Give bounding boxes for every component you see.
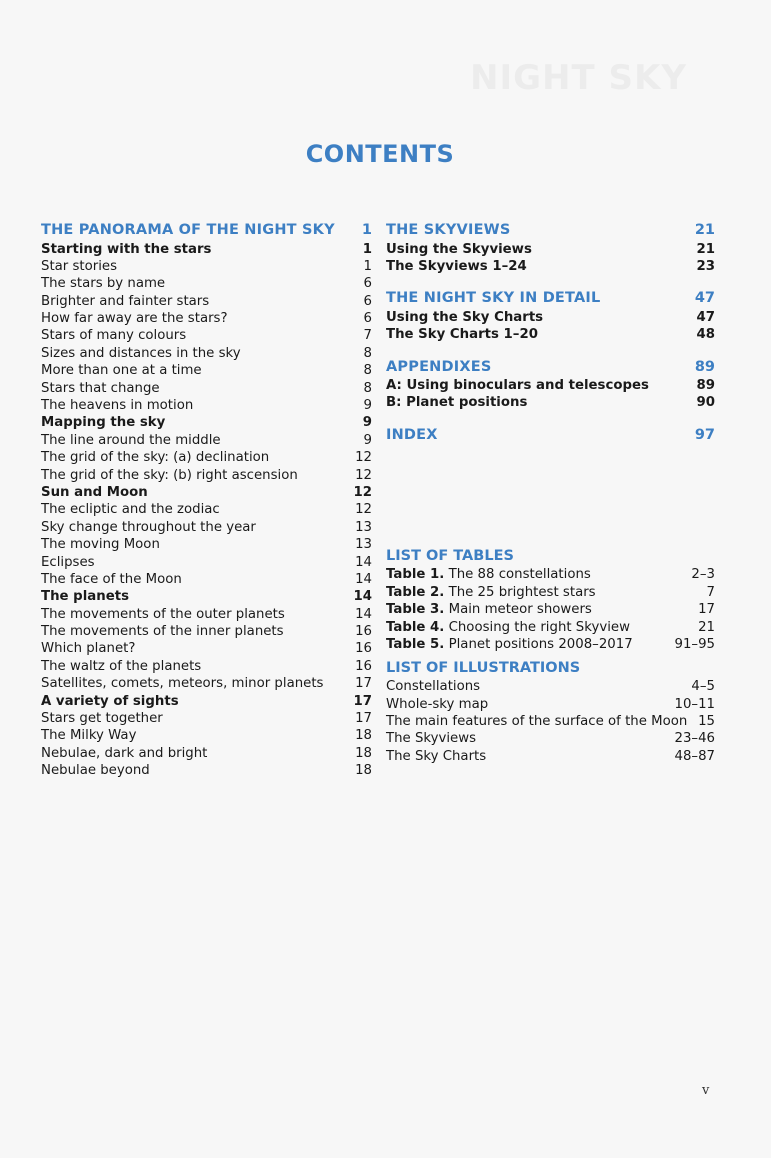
toc-entry-label: The movements of the outer planets xyxy=(41,606,285,622)
toc-entry xyxy=(41,449,372,466)
toc-entry xyxy=(41,710,372,727)
toc-entry-page: 23 xyxy=(696,258,715,274)
toc-entry-label: INDEX xyxy=(386,426,438,443)
toc-entry xyxy=(41,658,372,675)
table-number: Table 5. xyxy=(386,636,445,652)
toc-entry-label: Sun and Moon xyxy=(41,484,148,500)
toc-entry-page: 9 xyxy=(363,398,372,414)
illustration-page: 10–11 xyxy=(674,696,715,712)
toc-entry-page: 21 xyxy=(694,222,715,238)
table-number: Table 3. xyxy=(386,602,445,618)
toc-section-heading xyxy=(386,289,715,309)
section-appendixes xyxy=(386,358,715,412)
illustration-title: The Skyviews xyxy=(386,731,477,747)
illustration-title: Whole-sky map xyxy=(386,696,489,712)
table-page: 2–3 xyxy=(691,567,715,583)
toc-entry-page: 48 xyxy=(696,327,715,343)
list-of-tables xyxy=(386,547,715,653)
table-title: Main meteor showers xyxy=(448,602,592,618)
contents-left-column xyxy=(41,221,372,780)
toc-entry-page: 16 xyxy=(355,641,372,657)
section-index xyxy=(386,426,715,446)
toc-entry-page: 90 xyxy=(696,395,715,411)
toc-entry-label: Stars of many colours xyxy=(41,328,187,344)
toc-entry-label: Star stories xyxy=(41,258,118,274)
toc-entry xyxy=(386,309,715,326)
toc-entry xyxy=(41,762,372,779)
toc-entry xyxy=(41,327,372,344)
toc-entry xyxy=(41,414,372,431)
toc-entry-label: Satellites, comets, meteors, minor planets xyxy=(41,676,324,692)
toc-entry xyxy=(386,326,715,343)
illustration-title: The Sky Charts xyxy=(386,748,487,764)
illustration-title: The main features of the surface of the Moon xyxy=(386,714,688,730)
table-number: Table 4. xyxy=(386,619,445,635)
illustration-page: 48–87 xyxy=(674,748,715,764)
table-number: Table 2. xyxy=(386,584,445,600)
toc-entry-page: 14 xyxy=(355,606,372,622)
toc-entry xyxy=(41,606,372,623)
toc-entry-label: Mapping the sky xyxy=(41,415,166,431)
toc-entry xyxy=(41,432,372,449)
table-page: 7 xyxy=(706,584,715,600)
toc-entry-label: Using the Sky Charts xyxy=(386,309,544,325)
toc-entry-label: Stars get together xyxy=(41,711,163,727)
toc-section-heading xyxy=(386,358,715,378)
toc-entry xyxy=(41,554,372,571)
toc-entry xyxy=(41,467,372,484)
illustration-list-item xyxy=(386,696,715,713)
toc-entry-label: A: Using binoculars and telescopes xyxy=(386,378,649,394)
table-list-item xyxy=(386,584,715,601)
toc-entry-label: A variety of sights xyxy=(41,693,179,709)
toc-entry-page: 17 xyxy=(353,693,372,709)
page-number: v xyxy=(702,1083,710,1098)
toc-entry-page: 47 xyxy=(694,290,715,307)
toc-entry-page: 12 xyxy=(355,502,372,518)
toc-entry-page: 6 xyxy=(363,311,372,327)
toc-entry-page: 13 xyxy=(355,519,372,535)
toc-entry-label: Starting with the stars xyxy=(41,241,212,257)
toc-entry-label: The face of the Moon xyxy=(41,571,182,587)
toc-section-heading xyxy=(386,426,715,446)
toc-entry-label: The ecliptic and the zodiac xyxy=(41,502,220,518)
toc-entry xyxy=(41,588,372,605)
toc-section-heading xyxy=(41,221,372,241)
toc-entry-label: The heavens in motion xyxy=(41,398,194,414)
illustration-page: 4–5 xyxy=(691,679,715,695)
toc-entry xyxy=(41,571,372,588)
toc-entry xyxy=(41,397,372,414)
toc-entry-label: The moving Moon xyxy=(41,537,160,553)
toc-entry-label: Using the Skyviews xyxy=(386,241,532,257)
toc-entry-page: 8 xyxy=(363,363,372,379)
toc-entry xyxy=(41,362,372,379)
list-of-illustrations-heading: LIST OF ILLUSTRATIONS xyxy=(386,660,581,677)
toc-entry-label: The movements of the inner planets xyxy=(41,624,284,640)
toc-entry-page: 9 xyxy=(363,432,372,448)
toc-entry-label: Sky change throughout the year xyxy=(41,519,256,535)
toc-entry-page: 6 xyxy=(363,276,372,292)
toc-entry xyxy=(386,394,715,411)
toc-entry-label: APPENDIXES xyxy=(386,358,492,375)
toc-entry-page: 18 xyxy=(355,745,372,761)
toc-entry-label: Brighter and fainter stars xyxy=(41,293,210,309)
toc-entry xyxy=(41,345,372,362)
toc-entry xyxy=(41,536,372,553)
illustration-title: Constellations xyxy=(386,679,481,695)
toc-entry xyxy=(41,519,372,536)
illustration-page: 15 xyxy=(698,714,715,730)
toc-entry xyxy=(41,501,372,518)
table-list-item xyxy=(386,636,715,653)
table-page: 21 xyxy=(698,619,715,635)
toc-entry-page: 16 xyxy=(355,624,372,640)
toc-entry-label: The Sky Charts 1–20 xyxy=(386,327,538,343)
table-page: 17 xyxy=(698,602,715,618)
toc-entry-page: 14 xyxy=(353,589,372,605)
toc-entry-page: 14 xyxy=(355,554,372,570)
toc-entry-label: Nebulae, dark and bright xyxy=(41,745,208,761)
toc-entry xyxy=(41,675,372,692)
toc-entry-page: 18 xyxy=(355,728,372,744)
section-skyviews xyxy=(386,221,715,275)
toc-entry-label: THE NIGHT SKY IN DETAIL xyxy=(386,290,601,307)
toc-entry xyxy=(41,727,372,744)
illustration-list-item xyxy=(386,748,715,765)
toc-entry-label: The stars by name xyxy=(41,276,166,292)
toc-entry-page: 16 xyxy=(355,658,372,674)
toc-entry-label: B: Planet positions xyxy=(386,395,528,411)
toc-entry xyxy=(41,484,372,501)
table-list-item xyxy=(386,601,715,618)
toc-entry-page: 89 xyxy=(694,358,715,375)
toc-entry-page: 9 xyxy=(362,415,372,431)
toc-entry-label: The planets xyxy=(41,589,129,605)
toc-entry-page: 17 xyxy=(355,676,372,692)
page-title: CONTENTS xyxy=(305,140,455,168)
section-night-sky-detail xyxy=(386,289,715,343)
toc-entry xyxy=(41,293,372,310)
toc-entry-label: Stars that change xyxy=(41,380,160,396)
toc-entry-label: The waltz of the planets xyxy=(41,658,202,674)
illustration-list-item xyxy=(386,678,715,695)
toc-entry xyxy=(41,258,372,275)
toc-entry xyxy=(41,241,372,258)
toc-entry-page: 8 xyxy=(363,380,372,396)
toc-entry-page: 7 xyxy=(363,328,372,344)
list-of-tables-heading: LIST OF TABLES xyxy=(386,548,514,565)
toc-entry-label: Which planet? xyxy=(41,641,136,657)
toc-entry-label: THE SKYVIEWS xyxy=(386,222,511,238)
toc-section-heading xyxy=(386,221,715,241)
toc-entry-label: The Skyviews 1–24 xyxy=(386,258,527,274)
toc-entry-label: THE PANORAMA OF THE NIGHT SKY xyxy=(41,222,335,238)
toc-entry-page: 12 xyxy=(355,467,372,483)
toc-entry-label: The line around the middle xyxy=(41,432,221,448)
toc-entry-page: 1 xyxy=(362,241,372,257)
toc-entry xyxy=(386,377,715,394)
table-title: Choosing the right Skyview xyxy=(448,619,630,635)
toc-entry xyxy=(41,310,372,327)
toc-entry-page: 12 xyxy=(355,450,372,466)
illustration-list-item xyxy=(386,713,715,730)
illustration-page: 23–46 xyxy=(674,731,715,747)
toc-entry-page: 17 xyxy=(355,711,372,727)
toc-entry xyxy=(386,258,715,275)
toc-entry-page: 18 xyxy=(355,763,372,779)
toc-entry-page: 1 xyxy=(363,258,372,274)
table-number: Table 1. xyxy=(386,567,445,583)
toc-entry-page: 8 xyxy=(363,345,372,361)
toc-entry-page: 14 xyxy=(355,571,372,587)
toc-entry-page: 12 xyxy=(353,484,372,500)
toc-entry-label: Sizes and distances in the sky xyxy=(41,345,241,361)
toc-entry-label: Eclipses xyxy=(41,554,95,570)
table-title: The 25 brightest stars xyxy=(448,584,596,600)
toc-entry-page: 13 xyxy=(355,537,372,553)
toc-entry xyxy=(41,623,372,640)
toc-entry-label: The grid of the sky: (b) right ascension xyxy=(41,467,298,483)
toc-entry-label: Nebulae beyond xyxy=(41,763,150,779)
table-list-item xyxy=(386,566,715,583)
table-title: The 88 constellations xyxy=(448,567,591,583)
toc-entry-page: 89 xyxy=(696,378,715,394)
toc-entry xyxy=(41,275,372,292)
table-list-item xyxy=(386,619,715,636)
bleed-through-heading: NIGHT SKY xyxy=(470,58,687,98)
toc-entry-page: 1 xyxy=(361,222,372,238)
toc-entry xyxy=(41,693,372,710)
illustration-list-item xyxy=(386,730,715,747)
toc-entry-page: 97 xyxy=(694,426,715,443)
toc-entry xyxy=(41,745,372,762)
toc-entry-label: More than one at a time xyxy=(41,363,202,379)
table-page: 91–95 xyxy=(674,636,715,652)
table-title: Planet positions 2008–2017 xyxy=(448,636,633,652)
toc-entry-label: The Milky Way xyxy=(41,728,137,744)
toc-entry xyxy=(41,380,372,397)
toc-entry-page: 21 xyxy=(696,241,715,257)
toc-entry-page: 47 xyxy=(696,309,715,325)
contents-right-column xyxy=(386,221,715,765)
toc-entry xyxy=(41,640,372,657)
toc-entry xyxy=(386,241,715,258)
toc-entry-label: The grid of the sky: (a) declination xyxy=(41,450,270,466)
list-of-illustrations xyxy=(386,659,715,765)
toc-entry-label: How far away are the stars? xyxy=(41,311,228,327)
toc-entry-page: 6 xyxy=(363,293,372,309)
